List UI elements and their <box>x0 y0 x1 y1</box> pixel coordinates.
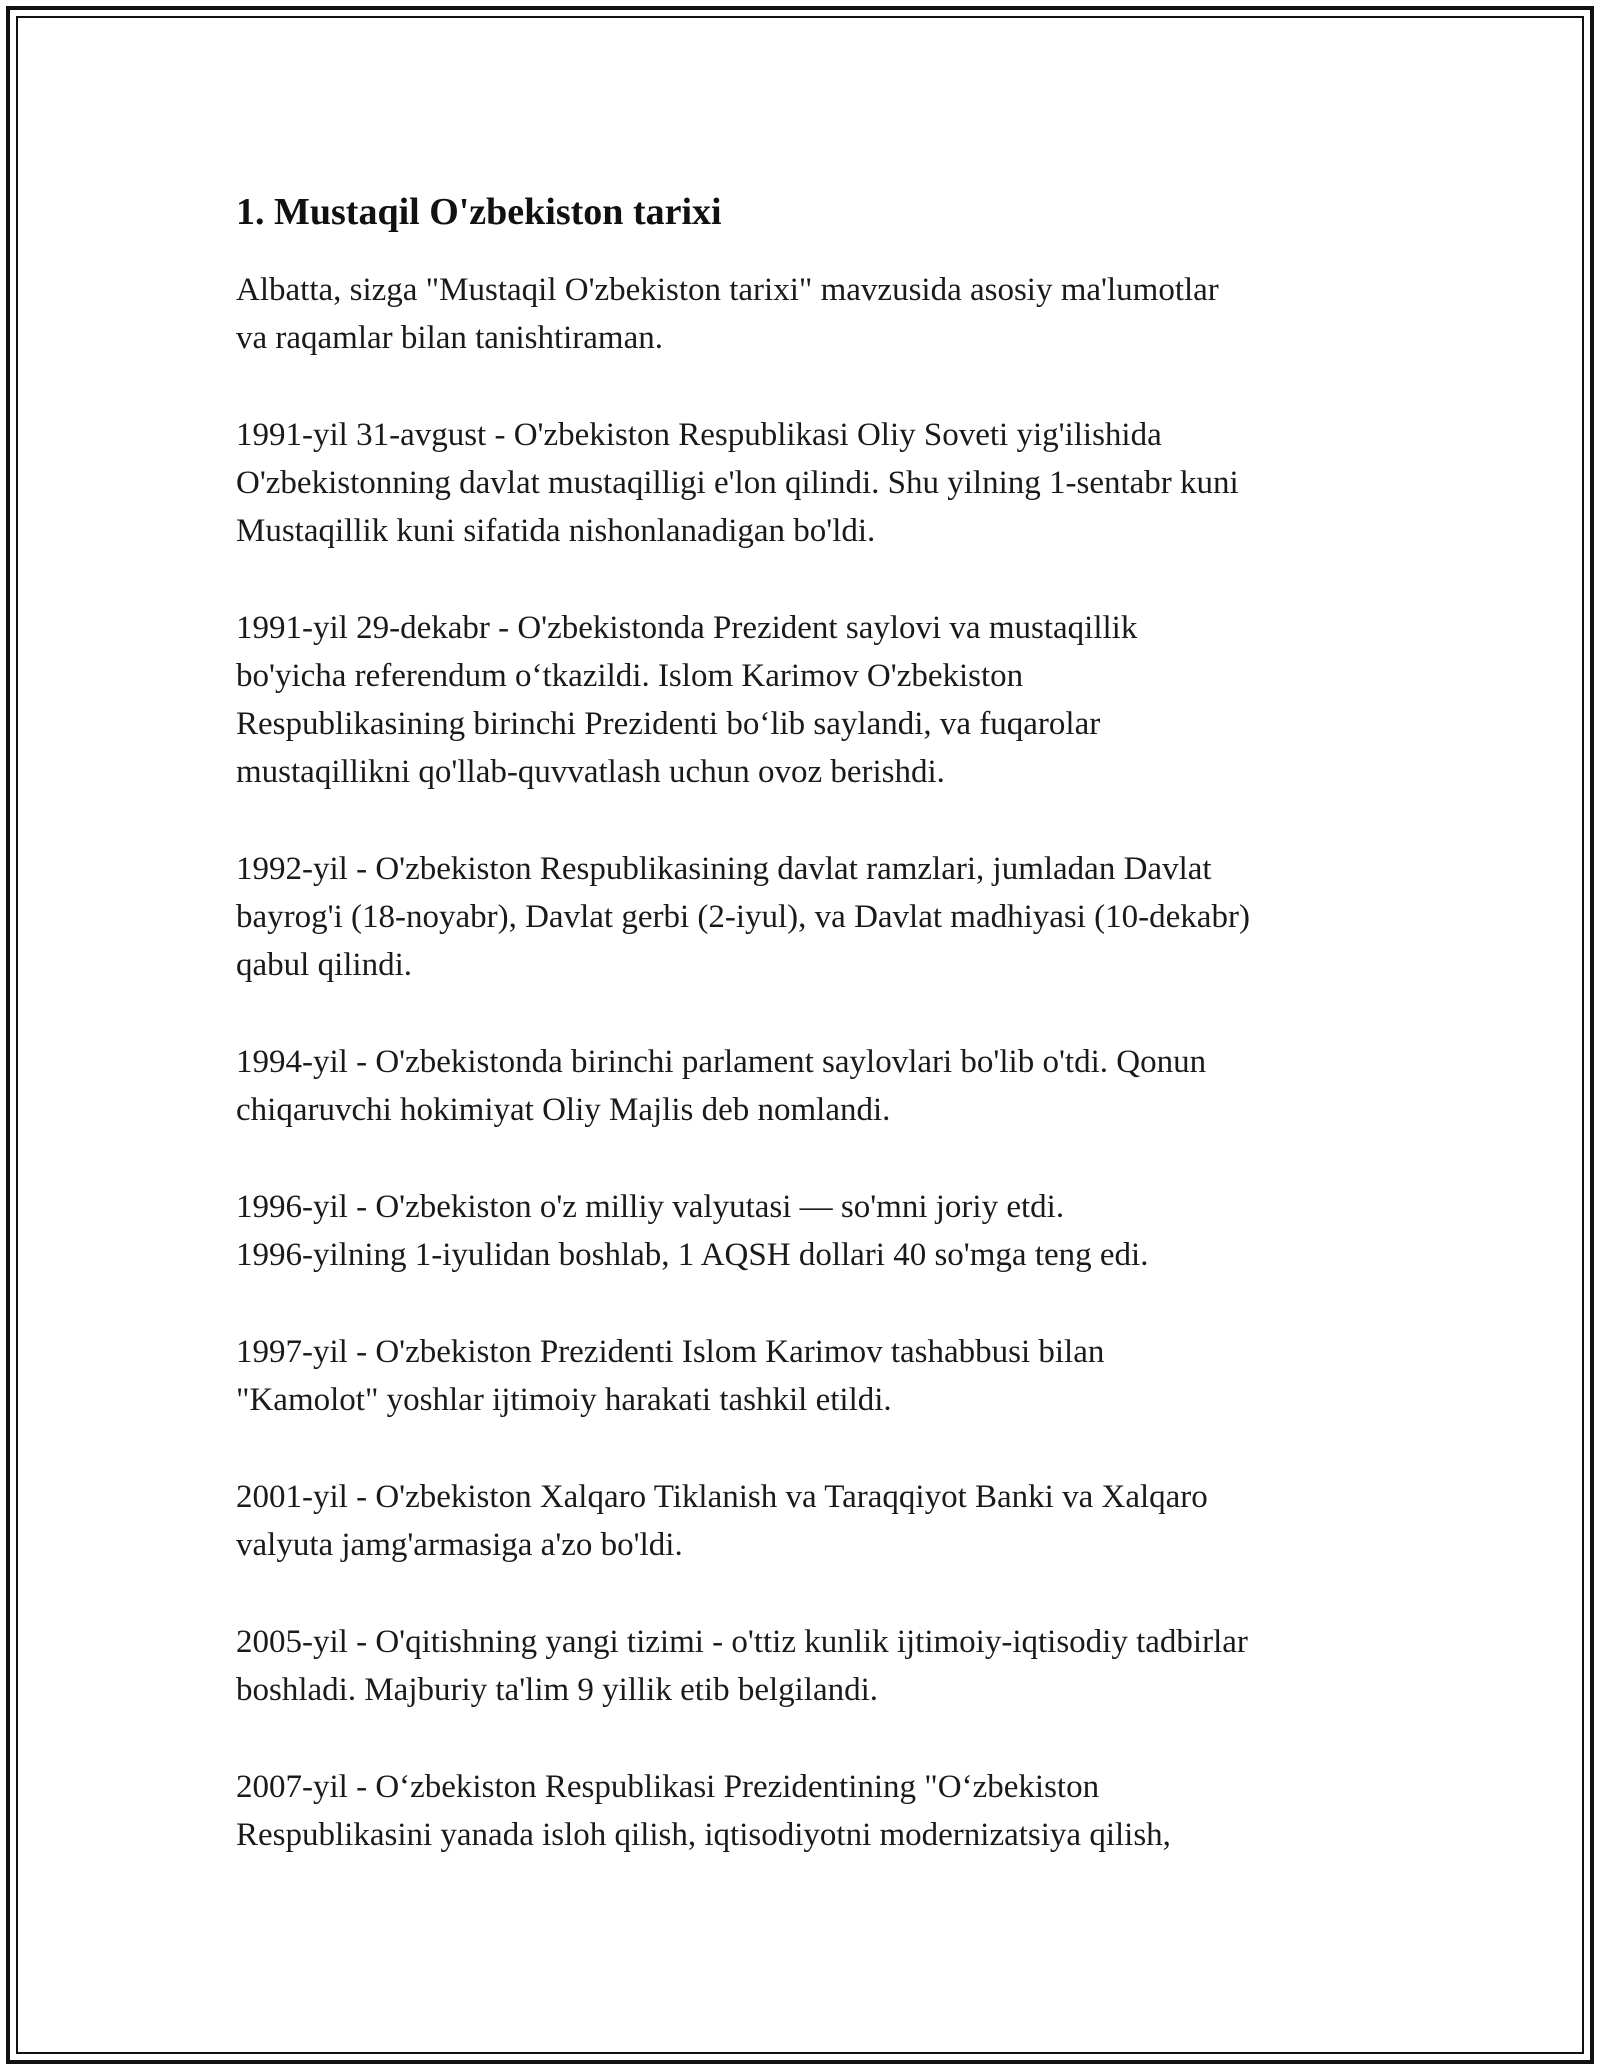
text-line: qabul qilindi. <box>236 947 412 983</box>
paragraph-2001 <box>236 1473 1376 1569</box>
text-line: bo'yicha referendum o‘tkazildi. Islom Karimov O'zbekiston <box>236 658 1024 694</box>
text-line: 2001-yil - O'zbekiston Xalqaro Tiklanish va Taraqqiyot Banki va Xalqaro <box>236 1479 1208 1515</box>
text-line: va raqamlar bilan tanishtiraman. <box>236 320 664 356</box>
text-line: 2007-yil - O‘zbekiston Respublikasi Prezidentining "O‘zbekiston <box>236 1769 1100 1805</box>
text-line: O'zbekistonning davlat mustaqilligi e'lon qilindi. Shu yilning 1-sentabr kuni <box>236 465 1239 501</box>
text-line: bayrog'i (18-noyabr), Davlat gerbi (2-iyul), va Davlat madhiyasi (10-dekabr) <box>236 899 1250 935</box>
paragraph-2005 <box>236 1618 1376 1714</box>
paragraph-1994 <box>236 1038 1376 1134</box>
paragraph-1991-december <box>236 604 1376 796</box>
text-line: 1996-yilning 1-iyulidan boshlab, 1 AQSH dollari 40 so'mga teng edi. <box>236 1237 1149 1273</box>
paragraph-1996 <box>236 1183 1376 1279</box>
text-line: chiqaruvchi hokimiyat Oliy Majlis deb nomlandi. <box>236 1092 891 1128</box>
text-line: "Kamolot" yoshlar ijtimoiy harakati tashkil etildi. <box>236 1382 892 1418</box>
paragraph-1991-august <box>236 411 1376 555</box>
text-line: 1996-yil - O'zbekiston o'z milliy valyutasi — so'mni joriy etdi. <box>236 1189 1065 1225</box>
text-line: 1994-yil - O'zbekistonda birinchi parlament saylovlari bo'lib o'tdi. Qonun <box>236 1044 1207 1080</box>
text-line: boshladi. Majburiy ta'lim 9 yillik etib belgilandi. <box>236 1672 879 1708</box>
text-line: 2005-yil - O'qitishning yangi tizimi - o'ttiz kunlik ijtimoiy-iqtisodiy tadbirlar <box>236 1624 1248 1660</box>
paragraph-intro <box>236 266 1376 362</box>
text-line: 1991-yil 29-dekabr - O'zbekistonda Prezident saylovi va mustaqillik <box>236 610 1138 646</box>
paragraph-2007 <box>236 1763 1376 1859</box>
document-title: 1. Mustaqil O'zbekiston tarixi <box>236 191 722 233</box>
text-line: Mustaqillik kuni sifatida nishonlanadigan bo'ldi. <box>236 513 876 549</box>
text-line: valyuta jamg'armasiga a'zo bo'ldi. <box>236 1527 683 1563</box>
document-body <box>236 186 1376 1908</box>
text-line: 1992-yil - O'zbekiston Respublikasining davlat ramzlari, jumladan Davlat <box>236 851 1212 887</box>
text-line: Albatta, sizga "Mustaqil O'zbekiston tarixi" mavzusida asosiy ma'lumotlar <box>236 272 1219 308</box>
text-line: mustaqillikni qo'llab-quvvatlash uchun ovoz berishdi. <box>236 754 945 790</box>
text-line: Respublikasini yanada isloh qilish, iqtisodiyotni modernizatsiya qilish, <box>236 1817 1171 1853</box>
paragraph-1992 <box>236 845 1376 989</box>
text-line: 1991-yil 31-avgust - O'zbekiston Respublikasi Oliy Soveti yig'ilishida <box>236 417 1162 453</box>
paragraph-1997 <box>236 1328 1376 1424</box>
text-line: Respublikasining birinchi Prezidenti bo‘lib saylandi, va fuqarolar <box>236 706 1101 742</box>
text-line: 1997-yil - O'zbekiston Prezidenti Islom Karimov tashabbusi bilan <box>236 1334 1105 1370</box>
